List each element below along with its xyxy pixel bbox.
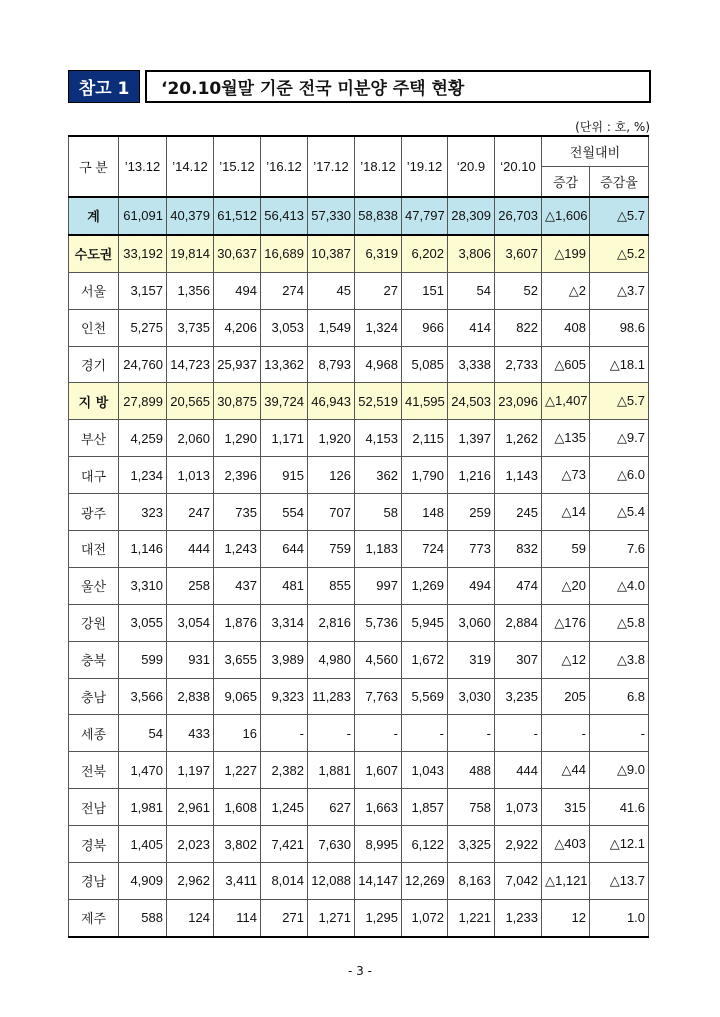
table-cell: 12,088 xyxy=(308,863,355,900)
table-cell: 47,797 xyxy=(402,197,448,235)
table-cell: 1,245 xyxy=(261,789,308,826)
table-cell: 3,054 xyxy=(167,604,214,641)
table-cell: 1,549 xyxy=(308,309,355,346)
table-cell: 437 xyxy=(214,567,261,604)
table-cell: 56,413 xyxy=(261,197,308,235)
table-cell: 12,269 xyxy=(402,863,448,900)
table-cell: 12 xyxy=(542,899,590,936)
table-cell: 1,881 xyxy=(308,752,355,789)
table-cell: 61,091 xyxy=(119,197,167,235)
table-cell: △5.7 xyxy=(590,197,649,235)
table-cell: - xyxy=(261,715,308,752)
table-cell: 494 xyxy=(214,272,261,309)
table-cell: 13,362 xyxy=(261,346,308,383)
table-cell: 16 xyxy=(214,715,261,752)
table-cell: 4,153 xyxy=(355,420,402,457)
table-cell: 247 xyxy=(167,494,214,531)
table-cell: 1,672 xyxy=(402,641,448,678)
table-cell: △9.0 xyxy=(590,752,649,789)
table-cell: 124 xyxy=(167,899,214,936)
table-cell: 2,115 xyxy=(402,420,448,457)
table-cell: 1,197 xyxy=(167,752,214,789)
table-cell: 1,790 xyxy=(402,457,448,494)
table-cell: 1,072 xyxy=(402,899,448,936)
table-row xyxy=(69,457,649,494)
table-cell: 114 xyxy=(214,899,261,936)
table-cell: 28,309 xyxy=(448,197,495,235)
table-cell: 735 xyxy=(214,494,261,531)
table-cell: 1,043 xyxy=(402,752,448,789)
table-cell: 488 xyxy=(448,752,495,789)
table-cell: - xyxy=(308,715,355,752)
table-cell: 1,234 xyxy=(119,457,167,494)
table-cell: 8,995 xyxy=(355,826,402,863)
table-cell: 52,519 xyxy=(355,383,402,420)
table-cell: △403 xyxy=(542,826,590,863)
table-cell: 444 xyxy=(167,531,214,568)
mom-header: 전월대비 xyxy=(542,136,649,167)
table-cell: 444 xyxy=(495,752,542,789)
table-cell: 40,379 xyxy=(167,197,214,235)
region-label: 지 방 xyxy=(69,383,119,420)
table-cell: 54 xyxy=(119,715,167,752)
table-cell: 10,387 xyxy=(308,235,355,272)
region-label: 충북 xyxy=(69,641,119,678)
table-cell: 319 xyxy=(448,641,495,678)
table-row xyxy=(69,420,649,457)
table-cell: △6.0 xyxy=(590,457,649,494)
region-label: 계 xyxy=(69,197,119,235)
table-cell: 45 xyxy=(308,272,355,309)
year-header: ‘20.10 xyxy=(495,136,542,197)
region-label: 대구 xyxy=(69,457,119,494)
page-title: ‘20.10월말 기준 전국 미분양 주택 현황 xyxy=(145,70,651,103)
table-cell: 2,816 xyxy=(308,604,355,641)
table-cell: 271 xyxy=(261,899,308,936)
table-cell: 3,055 xyxy=(119,604,167,641)
table-row xyxy=(69,604,649,641)
table-cell: 3,235 xyxy=(495,678,542,715)
table-cell: 11,283 xyxy=(308,678,355,715)
table-cell: 1,171 xyxy=(261,420,308,457)
table-cell: 758 xyxy=(448,789,495,826)
table-cell: 3,411 xyxy=(214,863,261,900)
table-cell: 1,857 xyxy=(402,789,448,826)
table-cell: 274 xyxy=(261,272,308,309)
region-label: 경남 xyxy=(69,863,119,900)
table-cell: △605 xyxy=(542,346,590,383)
table-cell: 2,961 xyxy=(167,789,214,826)
table-cell: 1,073 xyxy=(495,789,542,826)
table-cell: 16,689 xyxy=(261,235,308,272)
year-header: ’18.12 xyxy=(355,136,402,197)
table-cell: 855 xyxy=(308,567,355,604)
table-cell: 259 xyxy=(448,494,495,531)
table-cell: 6,202 xyxy=(402,235,448,272)
table-cell: - xyxy=(402,715,448,752)
region-label: 전북 xyxy=(69,752,119,789)
table-row xyxy=(69,899,649,936)
table-cell: △20 xyxy=(542,567,590,604)
table-cell: 9,065 xyxy=(214,678,261,715)
table-cell: 1,216 xyxy=(448,457,495,494)
table-cell: 3,030 xyxy=(448,678,495,715)
table-cell: 1,146 xyxy=(119,531,167,568)
table-cell: 7,421 xyxy=(261,826,308,863)
table-cell: 9,323 xyxy=(261,678,308,715)
table-cell: 3,060 xyxy=(448,604,495,641)
table-cell: △176 xyxy=(542,604,590,641)
table-cell: 14,147 xyxy=(355,863,402,900)
year-header: ’19.12 xyxy=(402,136,448,197)
table-cell: △5.7 xyxy=(590,383,649,420)
table-row xyxy=(69,235,649,272)
page-number: - 3 - xyxy=(348,964,372,978)
table-cell: 915 xyxy=(261,457,308,494)
table-cell: - xyxy=(542,715,590,752)
region-label: 세종 xyxy=(69,715,119,752)
table-cell: 27,899 xyxy=(119,383,167,420)
table-cell: △135 xyxy=(542,420,590,457)
table-cell: 4,980 xyxy=(308,641,355,678)
table-cell: △1,606 xyxy=(542,197,590,235)
table-cell: △18.1 xyxy=(590,346,649,383)
table-cell: 3,310 xyxy=(119,567,167,604)
table-cell: 1,608 xyxy=(214,789,261,826)
table-cell: 3,607 xyxy=(495,235,542,272)
table-cell: 6.8 xyxy=(590,678,649,715)
table-cell: 2,396 xyxy=(214,457,261,494)
table-cell: △44 xyxy=(542,752,590,789)
table-cell: 3,989 xyxy=(261,641,308,678)
table-cell: 41,595 xyxy=(402,383,448,420)
table-cell: 1,397 xyxy=(448,420,495,457)
table-cell: 481 xyxy=(261,567,308,604)
table-cell: 822 xyxy=(495,309,542,346)
year-header: ’16.12 xyxy=(261,136,308,197)
table-row xyxy=(69,641,649,678)
unit-note: (단위 : 호, %) xyxy=(575,120,650,134)
table-cell: 4,968 xyxy=(355,346,402,383)
table-cell: 433 xyxy=(167,715,214,752)
region-label: 전남 xyxy=(69,789,119,826)
table-cell: 1,013 xyxy=(167,457,214,494)
table-cell: 5,085 xyxy=(402,346,448,383)
table-cell: 258 xyxy=(167,567,214,604)
table-cell: 1,663 xyxy=(355,789,402,826)
table-cell: △4.0 xyxy=(590,567,649,604)
table-cell: 39,724 xyxy=(261,383,308,420)
table-cell: 5,736 xyxy=(355,604,402,641)
table-cell: 1,470 xyxy=(119,752,167,789)
table-cell: 6,319 xyxy=(355,235,402,272)
table-row xyxy=(69,383,649,420)
table-cell: - xyxy=(590,715,649,752)
table-cell: 323 xyxy=(119,494,167,531)
year-header: ’17.12 xyxy=(308,136,355,197)
table-cell: 5,569 xyxy=(402,678,448,715)
table-cell: △12.1 xyxy=(590,826,649,863)
table-cell: 1,221 xyxy=(448,899,495,936)
table-cell: 245 xyxy=(495,494,542,531)
table-cell: 4,909 xyxy=(119,863,167,900)
table-cell: 1,227 xyxy=(214,752,261,789)
table-cell: 148 xyxy=(402,494,448,531)
region-label: 부산 xyxy=(69,420,119,457)
table-cell: 474 xyxy=(495,567,542,604)
table-cell: 30,637 xyxy=(214,235,261,272)
table-cell: 24,503 xyxy=(448,383,495,420)
table-cell: 599 xyxy=(119,641,167,678)
region-label: 경기 xyxy=(69,346,119,383)
table-cell: 1,295 xyxy=(355,899,402,936)
year-header: ‘20.9 xyxy=(448,136,495,197)
table-cell: 759 xyxy=(308,531,355,568)
table-cell: 25,937 xyxy=(214,346,261,383)
year-header: ’15.12 xyxy=(214,136,261,197)
table-cell: 1,405 xyxy=(119,826,167,863)
table-cell: 3,314 xyxy=(261,604,308,641)
table-cell: 19,814 xyxy=(167,235,214,272)
table-cell: 3,735 xyxy=(167,309,214,346)
table-cell: 307 xyxy=(495,641,542,678)
table-row xyxy=(69,678,649,715)
table-cell: △1,407 xyxy=(542,383,590,420)
table-cell: △199 xyxy=(542,235,590,272)
reference-badge: 참고 1 xyxy=(68,70,140,103)
table-cell: 3,802 xyxy=(214,826,261,863)
table-cell: 1,243 xyxy=(214,531,261,568)
table-cell: 7,630 xyxy=(308,826,355,863)
table-row xyxy=(69,309,649,346)
table-cell: △5.8 xyxy=(590,604,649,641)
table-cell: 1,607 xyxy=(355,752,402,789)
mom-rate-header: 증감율 xyxy=(590,167,649,198)
table-cell: 20,565 xyxy=(167,383,214,420)
table-cell: 54 xyxy=(448,272,495,309)
table-cell: △2 xyxy=(542,272,590,309)
table-cell: 2,922 xyxy=(495,826,542,863)
table-cell: - xyxy=(355,715,402,752)
table-row xyxy=(69,531,649,568)
region-label: 광주 xyxy=(69,494,119,531)
table-cell: 1,920 xyxy=(308,420,355,457)
table-cell: 4,259 xyxy=(119,420,167,457)
table-row xyxy=(69,826,649,863)
table-cell: 57,330 xyxy=(308,197,355,235)
region-label: 경북 xyxy=(69,826,119,863)
table-cell: 1,233 xyxy=(495,899,542,936)
table-cell: 2,023 xyxy=(167,826,214,863)
table-cell: 2,962 xyxy=(167,863,214,900)
table-cell: 494 xyxy=(448,567,495,604)
table-row xyxy=(69,789,649,826)
table-cell: 2,733 xyxy=(495,346,542,383)
table-row xyxy=(69,715,649,752)
table-cell: 414 xyxy=(448,309,495,346)
table-cell: 1,324 xyxy=(355,309,402,346)
region-label: 서울 xyxy=(69,272,119,309)
table-cell: △5.4 xyxy=(590,494,649,531)
table-cell: 3,566 xyxy=(119,678,167,715)
table-cell: 3,053 xyxy=(261,309,308,346)
table-cell: 931 xyxy=(167,641,214,678)
table-cell: 5,945 xyxy=(402,604,448,641)
table-cell: 362 xyxy=(355,457,402,494)
table-cell: 554 xyxy=(261,494,308,531)
table-row xyxy=(69,272,649,309)
table-cell: 151 xyxy=(402,272,448,309)
table-cell: 3,806 xyxy=(448,235,495,272)
table-cell: 1,183 xyxy=(355,531,402,568)
table-cell: △1,121 xyxy=(542,863,590,900)
table-cell: 1,981 xyxy=(119,789,167,826)
table-cell: 997 xyxy=(355,567,402,604)
unsold-housing-table xyxy=(68,135,649,938)
table-cell: 8,163 xyxy=(448,863,495,900)
table-row xyxy=(69,346,649,383)
table-cell: 4,560 xyxy=(355,641,402,678)
table-cell: 2,382 xyxy=(261,752,308,789)
table-cell: 23,096 xyxy=(495,383,542,420)
table-cell: 1,356 xyxy=(167,272,214,309)
table-cell: 205 xyxy=(542,678,590,715)
table-cell: 832 xyxy=(495,531,542,568)
table-cell: 1,262 xyxy=(495,420,542,457)
region-label: 제주 xyxy=(69,899,119,936)
table-cell: 27 xyxy=(355,272,402,309)
table-cell: - xyxy=(448,715,495,752)
table-cell: 7,763 xyxy=(355,678,402,715)
table-cell: 1,269 xyxy=(402,567,448,604)
table-cell: 59 xyxy=(542,531,590,568)
table-cell: 8,014 xyxy=(261,863,308,900)
table-cell: 41.6 xyxy=(590,789,649,826)
table-cell: 1,143 xyxy=(495,457,542,494)
table-cell: 1.0 xyxy=(590,899,649,936)
table-cell: 46,943 xyxy=(308,383,355,420)
table-cell: 8,793 xyxy=(308,346,355,383)
table-cell: 2,884 xyxy=(495,604,542,641)
table-cell: 52 xyxy=(495,272,542,309)
corner-header: 구 분 xyxy=(69,136,119,197)
table-cell: 7,042 xyxy=(495,863,542,900)
region-label: 수도권 xyxy=(69,235,119,272)
table-row xyxy=(69,197,649,235)
region-label: 강원 xyxy=(69,604,119,641)
table-cell: 408 xyxy=(542,309,590,346)
table-cell: 644 xyxy=(261,531,308,568)
table-cell: 58 xyxy=(355,494,402,531)
table-cell: △14 xyxy=(542,494,590,531)
table-cell: 724 xyxy=(402,531,448,568)
year-header: ’14.12 xyxy=(167,136,214,197)
table-cell: 98.6 xyxy=(590,309,649,346)
region-label: 울산 xyxy=(69,567,119,604)
table-cell: 61,512 xyxy=(214,197,261,235)
mom-change-header: 증감 xyxy=(542,167,590,198)
table-cell: 3,325 xyxy=(448,826,495,863)
table-cell: 1,271 xyxy=(308,899,355,936)
table-cell: △9.7 xyxy=(590,420,649,457)
table-cell: 6,122 xyxy=(402,826,448,863)
table-cell: 3,655 xyxy=(214,641,261,678)
region-label: 인천 xyxy=(69,309,119,346)
table-cell: - xyxy=(495,715,542,752)
table-row xyxy=(69,567,649,604)
table-cell: 24,760 xyxy=(119,346,167,383)
year-header: ’13.12 xyxy=(119,136,167,197)
table-cell: △3.8 xyxy=(590,641,649,678)
table-cell: 773 xyxy=(448,531,495,568)
table-cell: 26,703 xyxy=(495,197,542,235)
table-cell: 7.6 xyxy=(590,531,649,568)
table-cell: 1,876 xyxy=(214,604,261,641)
table-cell: 126 xyxy=(308,457,355,494)
table-cell: 14,723 xyxy=(167,346,214,383)
table-cell: △3.7 xyxy=(590,272,649,309)
table-row xyxy=(69,494,649,531)
table-cell: 58,838 xyxy=(355,197,402,235)
table-cell: △13.7 xyxy=(590,863,649,900)
table-cell: 33,192 xyxy=(119,235,167,272)
table-cell: 30,875 xyxy=(214,383,261,420)
table-cell: 4,206 xyxy=(214,309,261,346)
table-cell: 588 xyxy=(119,899,167,936)
table-cell: 627 xyxy=(308,789,355,826)
table-row xyxy=(69,863,649,900)
table-cell: △12 xyxy=(542,641,590,678)
table-cell: △5.2 xyxy=(590,235,649,272)
table-cell: 315 xyxy=(542,789,590,826)
table-cell: △73 xyxy=(542,457,590,494)
table-cell: 1,290 xyxy=(214,420,261,457)
region-label: 대전 xyxy=(69,531,119,568)
table-cell: 707 xyxy=(308,494,355,531)
table-cell: 2,838 xyxy=(167,678,214,715)
table-cell: 5,275 xyxy=(119,309,167,346)
table-cell: 966 xyxy=(402,309,448,346)
table-cell: 3,157 xyxy=(119,272,167,309)
region-label: 충남 xyxy=(69,678,119,715)
table-cell: 3,338 xyxy=(448,346,495,383)
table-cell: 2,060 xyxy=(167,420,214,457)
table-row xyxy=(69,752,649,789)
